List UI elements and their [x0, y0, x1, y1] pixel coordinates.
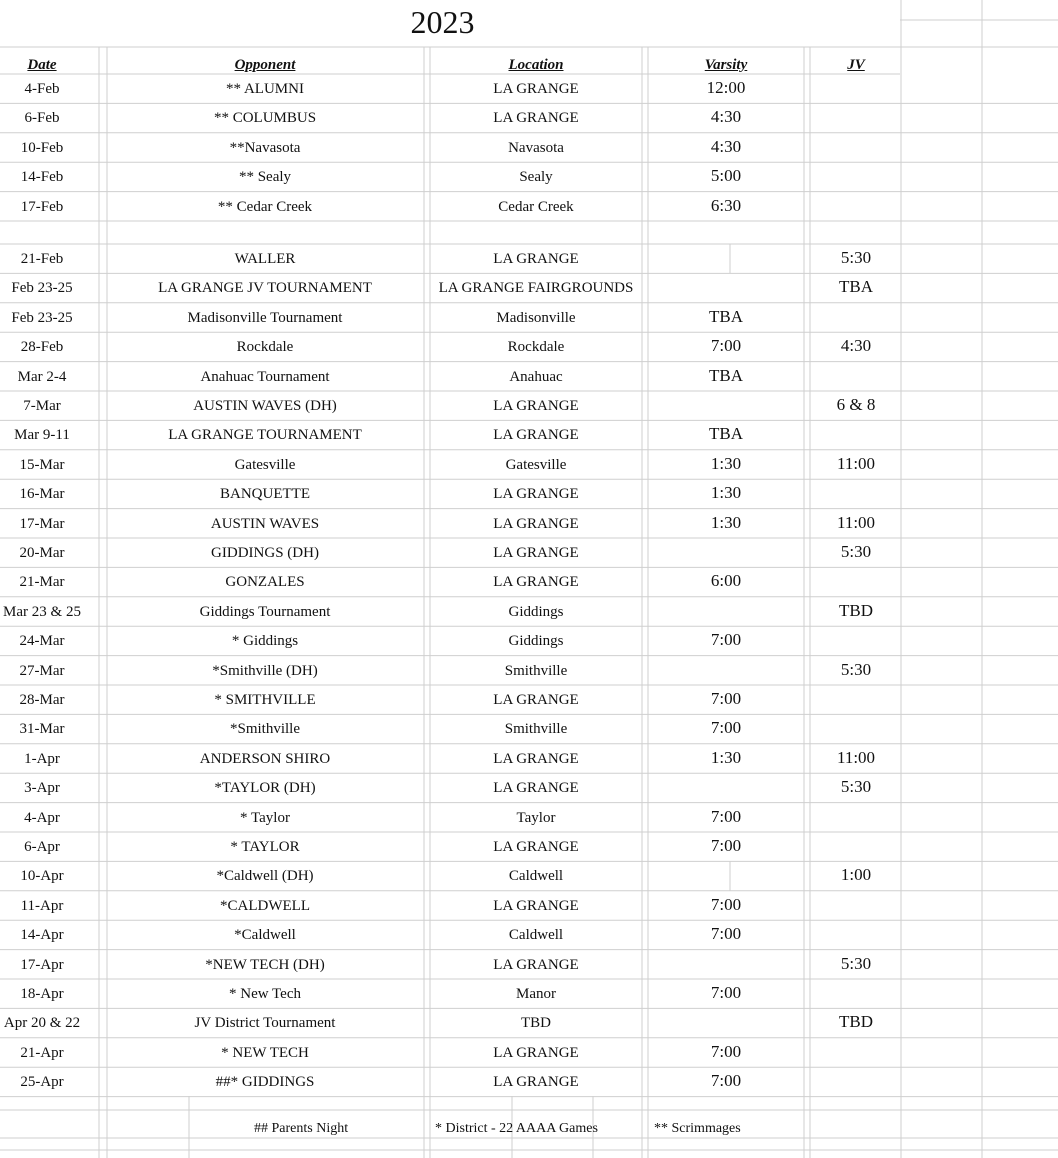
cell-opponent: GONZALES — [225, 574, 305, 591]
cell-date: 18-Apr — [20, 986, 64, 1002]
cell-location: Rockdale — [507, 339, 565, 356]
cell-date: Mar 2-4 — [17, 368, 67, 385]
cell-opponent: AUSTIN WAVES (DH) — [193, 398, 337, 414]
cell-opponent: JV District Tournament — [194, 1015, 336, 1032]
header-opponent: Opponent — [234, 57, 296, 73]
cell-opponent: * Taylor — [240, 809, 290, 826]
cell-location: LA GRANGE — [493, 1044, 579, 1061]
cell-date: 14-Feb — [20, 169, 64, 186]
cell-date: 20-Mar — [19, 545, 65, 561]
cell-location: LA GRANGE — [493, 1074, 579, 1091]
cell-location: Giddings — [508, 633, 564, 650]
cell-date: 17-Apr — [20, 956, 64, 973]
cell-varsity: 12:00 — [706, 78, 746, 97]
cell-jv: 11:00 — [836, 453, 876, 473]
cell-date: 25-Apr — [20, 1074, 64, 1091]
cell-varsity: 4:30 — [710, 136, 742, 156]
cell-varsity: 7:00 — [710, 983, 742, 1002]
header-jv: JV — [847, 57, 865, 73]
cell-opponent: * Giddings — [231, 633, 299, 650]
cell-location: Anahuac — [509, 368, 563, 385]
cell-opponent: *TAYLOR (DH) — [214, 780, 316, 797]
cell-location: LA GRANGE FAIRGROUNDS — [438, 280, 634, 297]
cell-varsity: 1:30 — [710, 483, 742, 503]
cell-date: 17-Mar — [19, 515, 65, 532]
cell-location: LA GRANGE — [493, 398, 579, 414]
cell-opponent: * SMITHVILLE — [214, 692, 316, 708]
cell-date: Apr 20 & 22 — [3, 1015, 81, 1032]
cell-date: 28-Feb — [20, 339, 64, 356]
header-date: Date — [27, 57, 57, 73]
cell-date: 4-Apr — [24, 809, 60, 826]
cell-varsity: 7:00 — [710, 836, 742, 855]
cell-location: Cedar Creek — [498, 198, 574, 215]
cell-date: 16-Mar — [19, 486, 65, 503]
cell-date: 31-Mar — [19, 721, 65, 738]
cell-opponent: *NEW TECH (DH) — [205, 956, 325, 973]
header-location: Location — [508, 57, 564, 73]
cell-date: 27-Mar — [19, 662, 65, 679]
cell-opponent: Madisonville Tournament — [187, 309, 343, 326]
cell-opponent: ** ALUMNI — [226, 81, 304, 97]
cell-location: Caldwell — [508, 927, 564, 944]
cell-location: LA GRANGE — [493, 486, 579, 503]
cell-opponent: GIDDINGS (DH) — [211, 545, 319, 561]
cell-opponent: LA GRANGE TOURNAMENT — [168, 427, 362, 444]
cell-date: 3-Apr — [24, 780, 60, 797]
cell-location: LA GRANGE — [493, 251, 579, 267]
cell-location: Navasota — [508, 139, 564, 156]
cell-varsity: 6:30 — [710, 195, 742, 215]
cell-jv: 1:00 — [840, 865, 872, 885]
cell-opponent: WALLER — [234, 251, 296, 267]
cell-varsity: 7:00 — [710, 894, 742, 914]
cell-varsity: 4:30 — [710, 107, 742, 127]
cell-location: LA GRANGE — [493, 956, 579, 973]
cell-date: 10-Feb — [20, 139, 64, 156]
cell-jv: 5:30 — [840, 248, 872, 267]
cell-jv: 5:30 — [840, 777, 872, 797]
cell-date: 17-Feb — [20, 198, 64, 215]
cell-date: 10-Apr — [20, 868, 64, 885]
cell-date: 28-Mar — [19, 692, 65, 708]
cell-jv: 11:00 — [836, 747, 876, 767]
cell-date: 6-Apr — [24, 839, 60, 855]
cell-location: LA GRANGE — [493, 574, 579, 591]
cell-opponent: * NEW TECH — [221, 1044, 309, 1061]
cell-opponent: **Navasota — [229, 139, 301, 156]
cell-location: TBD — [521, 1015, 551, 1032]
cell-location: LA GRANGE — [493, 839, 579, 855]
cell-location: LA GRANGE — [493, 692, 579, 708]
cell-jv: 11:00 — [836, 512, 876, 532]
cell-opponent: LA GRANGE JV TOURNAMENT — [158, 280, 372, 297]
cell-date: Mar 23 & 25 — [3, 603, 81, 620]
cell-varsity: TBA — [709, 424, 743, 444]
cell-location: Manor — [516, 986, 556, 1002]
cell-jv: 5:30 — [840, 542, 872, 561]
cell-opponent: BANQUETTE — [220, 486, 310, 503]
cell-opponent: * TAYLOR — [230, 839, 300, 855]
cell-date: 21-Mar — [19, 574, 65, 591]
cell-jv: 6 & 8 — [836, 395, 876, 414]
cell-opponent: ** Sealy — [238, 169, 292, 186]
cell-date: Mar 9-11 — [14, 427, 70, 444]
cell-opponent: *Smithville — [229, 721, 301, 738]
cell-varsity: 6:00 — [710, 571, 742, 591]
cell-varsity: 1:30 — [710, 512, 742, 532]
cell-date: 15-Mar — [19, 456, 65, 473]
cell-varsity: 1:30 — [710, 747, 742, 767]
footnote-parents-night: ## Parents Night — [254, 1121, 349, 1136]
cell-jv: TBD — [839, 1012, 873, 1032]
cell-varsity: 7:00 — [710, 806, 742, 826]
cell-location: LA GRANGE — [493, 897, 579, 914]
cell-jv: TBD — [839, 600, 873, 620]
cell-date: 21-Feb — [20, 251, 64, 267]
cell-jv: 5:30 — [840, 659, 872, 679]
cell-date: 7-Mar — [23, 398, 61, 414]
cell-location: Smithville — [504, 721, 568, 738]
cell-date: 24-Mar — [19, 633, 65, 650]
page-title: 2023 — [410, 4, 475, 40]
footnote-scrimmages: ** Scrimmages — [654, 1121, 741, 1136]
cell-varsity: 7:00 — [710, 718, 742, 738]
cell-location: LA GRANGE — [493, 780, 579, 797]
cell-location: Sealy — [519, 169, 553, 186]
cell-location: Madisonville — [496, 309, 576, 326]
cell-date: 14-Apr — [20, 927, 64, 944]
cell-jv: 4:30 — [840, 336, 872, 356]
cell-opponent: Rockdale — [236, 339, 294, 356]
cell-opponent: *Caldwell — [234, 927, 296, 944]
cell-varsity: 7:00 — [710, 630, 742, 650]
cell-varsity: 1:30 — [710, 453, 742, 473]
cell-date: Feb 23-25 — [11, 280, 73, 297]
cell-date: 4-Feb — [24, 81, 60, 97]
cell-opponent: *CALDWELL — [220, 897, 310, 914]
cell-varsity: 7:00 — [710, 689, 742, 708]
cell-jv: TBA — [839, 277, 873, 297]
cell-opponent: AUSTIN WAVES — [210, 515, 320, 532]
cell-opponent: * New Tech — [229, 986, 301, 1002]
cell-location: LA GRANGE — [493, 515, 579, 532]
cell-varsity: 7:00 — [710, 924, 742, 944]
cell-varsity: 7:00 — [710, 1041, 742, 1061]
cell-location: LA GRANGE — [493, 427, 579, 444]
cell-opponent: *Caldwell (DH) — [216, 868, 314, 885]
cell-varsity: 7:00 — [710, 1071, 742, 1091]
header-varsity: Varsity — [704, 57, 748, 73]
cell-location: LA GRANGE — [493, 110, 579, 127]
cell-opponent: Gatesville — [234, 456, 296, 473]
cell-location: Giddings — [508, 603, 564, 620]
cell-date: 11-Apr — [20, 897, 64, 914]
cell-jv: 5:30 — [840, 953, 872, 973]
cell-date: 1-Apr — [24, 750, 60, 767]
cell-varsity: TBA — [709, 365, 743, 385]
cell-location: LA GRANGE — [493, 750, 579, 767]
cell-date: 6-Feb — [24, 110, 60, 127]
cell-location: LA GRANGE — [493, 545, 579, 561]
cell-opponent: Giddings Tournament — [199, 603, 331, 620]
cell-opponent: ** Cedar Creek — [217, 198, 313, 215]
cell-opponent: ANDERSON SHIRO — [199, 750, 331, 767]
cell-location: Caldwell — [508, 868, 564, 885]
cell-location: Smithville — [504, 662, 568, 679]
cell-opponent: ##* GIDDINGS — [215, 1074, 315, 1091]
cell-varsity: 7:00 — [710, 336, 742, 356]
footnote-district-games: * District - 22 AAAA Games — [435, 1121, 598, 1136]
cell-varsity: TBA — [709, 306, 743, 326]
cell-date: Feb 23-25 — [11, 309, 73, 326]
cell-opponent: Anahuac Tournament — [200, 368, 330, 385]
cell-location: Gatesville — [505, 456, 567, 473]
cell-opponent: ** COLUMBUS — [213, 110, 317, 127]
cell-varsity: 5:00 — [710, 166, 742, 186]
cell-location: Taylor — [516, 809, 556, 826]
cell-date: 21-Apr — [20, 1044, 64, 1061]
cell-opponent: *Smithville (DH) — [212, 662, 318, 679]
cell-location: LA GRANGE — [493, 81, 579, 97]
